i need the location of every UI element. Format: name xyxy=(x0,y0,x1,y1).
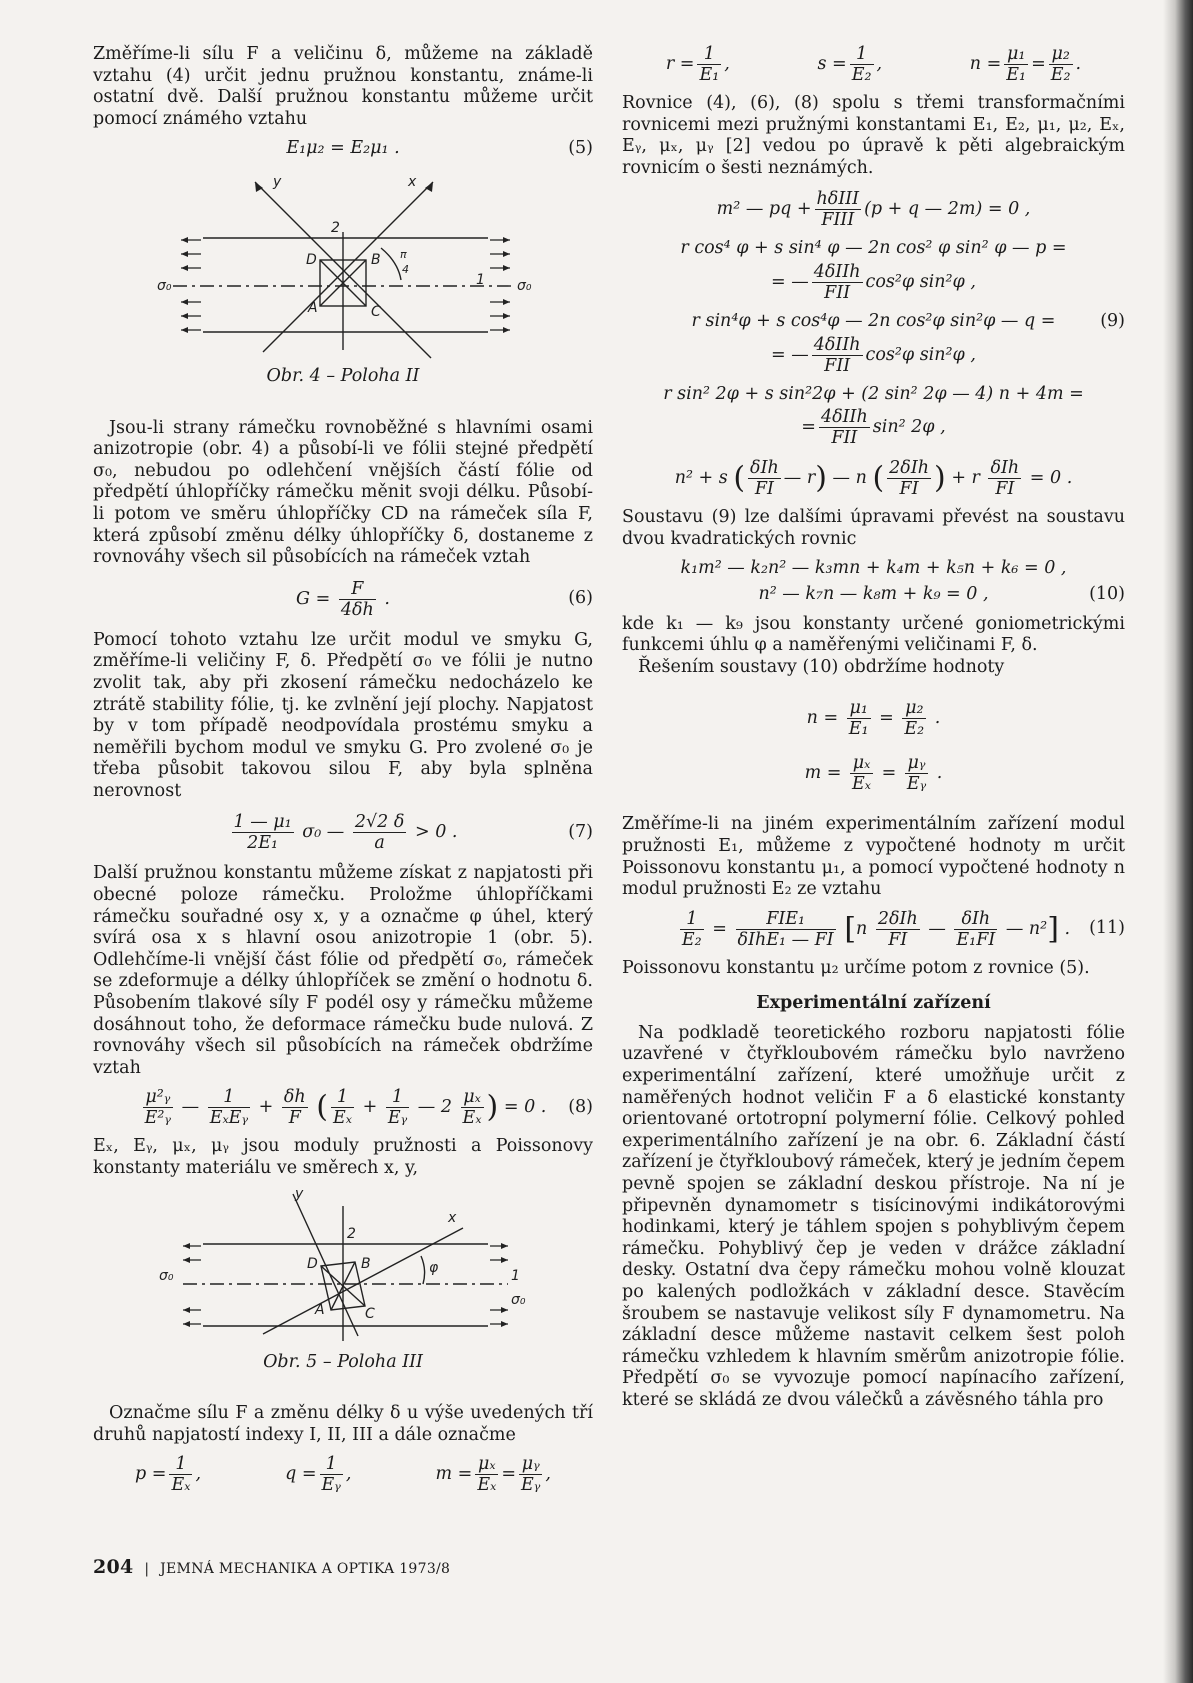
paragraph: Poissonovu konstantu μ₂ určíme potom z rovnice (5). xyxy=(622,957,1090,978)
fig4-angle-pi: π xyxy=(400,247,407,261)
equation-11: $\frac{1}{\text{E₂}}$ = $\frac{\text{FIE₁}}{\text{δIhE₁ — FI}}$ [n $\frac{\text{2δIh}}{FI}$ — $\frac{\text{δIh}}{\text{E₁FI}}$ — n²] . (11) xyxy=(681,908,1125,950)
fig5-label-A: A xyxy=(315,1301,325,1318)
paragraph: Soustavu (9) lze dalšími úpravami převést na soustavu dvou kvadratických rovnic xyxy=(622,507,1125,549)
page-footer: 204 | JEMNÁ MECHANIKA A OPTIKA 1973/8 xyxy=(93,1556,451,1578)
fig5-label-1: 1 xyxy=(511,1267,520,1284)
page-number: 204 xyxy=(93,1556,134,1578)
fig5-label-sigma-left: σ₀ xyxy=(159,1267,174,1284)
paragraph: Eₓ, Eᵧ, μₓ, μᵧ jsou moduly pružnosti a Poissonovy konstanty materiálu ve směrech x, y, xyxy=(93,1136,593,1178)
result-n: n = $\frac{\text{μ₁}}{\text{E₁}}$ = $\frac{\text{μ₂}}{\text{E₂}}$ . xyxy=(806,698,941,740)
section-heading: Experimentální zařízení xyxy=(756,993,991,1014)
paragraph: Pomocí tohoto vztahu lze určit modul ve smyku G, změříme-li veličiny F, δ. Předpětí σ₀ ve fólii je nutno zvolit tak, aby při zkosení rámečku nedocházelo ke ztrátě stability fólie, tj. ke zvlnění její plochy. Napjatost by v tom případě neodpovídala prostému smyku a neměřili bychom modul ve smyku G. Pro zvolené σ₀ je třeba působit takovou silou F, aby byla splněna nerovnost xyxy=(93,629,593,801)
figure-5-caption: Obr. 5 – Poloha III xyxy=(263,1351,423,1372)
figure-4-caption: Obr. 4 – Poloha II xyxy=(266,365,420,386)
figure-5-diagram xyxy=(143,1186,543,1346)
equation-10a: k₁m² — k₂n² — k₃mn + k₄m + k₅n + k₆ = 0 , xyxy=(680,558,1067,579)
fig5-label-y: y xyxy=(295,1185,304,1202)
equation-10b: n² — k₇n — k₈m + k₉ = 0 , (10) xyxy=(758,583,1125,604)
paragraph: Změříme-li na jiném experimentálním zařízení modul pružnosti E₁, můžeme z vypočtené hodnoty m určit Poissonovu konstantu μ₁, a pomocí vypočtené hodnoty n modul pružnosti E₂ ze vztahu xyxy=(622,814,1125,900)
paragraph: Další pružnou konstantu můžeme získat z napjatosti při obecné poloze rámečku. Proložme úhlopříčkami rámečku souřadné osy x, y a označme φ úhel, který svírá osa x s hlavní osou anizotropie 1 (obr. 5). Odlehčíme-li vnější část fólie od předpětí σ₀, rámeček se zdeformuje a délky úhlopříček se změní o hodnotu δ. Působením tlakové síly F podél osy y rámečku můžeme dosáhnout toho, že deformace rámečku bude nulová. Z rovnováhy všech sil působících na rámeček obdržíme vztah xyxy=(93,863,593,1078)
fig4-label-B: B xyxy=(371,251,381,268)
fig4-label-A: A xyxy=(308,299,318,316)
book-spine-shadow xyxy=(1163,0,1193,1683)
paragraph: Řešením soustavy (10) obdržíme hodnoty xyxy=(638,656,1005,677)
fig4-label-x: x xyxy=(408,173,417,190)
figure-4-diagram xyxy=(143,170,543,360)
equation-6: G = $\frac{F}{4\delta h}$ . (6) xyxy=(296,578,593,620)
fig4-label-y: y xyxy=(273,173,282,190)
fig5-label-x: x xyxy=(448,1209,457,1226)
fig5-label-2: 2 xyxy=(347,1225,356,1242)
equation-8: $\frac{\text{μ²ᵧ}}{\text{E²ᵧ}}$ — $\frac{1}{\text{EₓEᵧ}}$ + $\frac{\delta h}{F}$ ( $\frac{1}{\text{Eₓ}}$ + $\frac{1}{\text{Eᵧ}}$ — 2 $\frac{\text{μₓ}}{\text{Eₓ}}$ ) = 0 . (8) xyxy=(144,1087,593,1129)
right-column xyxy=(622,44,1125,1412)
paragraph: Rovnice (4), (6), (8) spolu s třemi transformačními rovnicemi mezi pružnými konstantami E₁, E₂, μ₁, μ₂, Eₓ, Eᵧ, μₓ, μᵧ [2] vedou po úpravě k pěti algebraickým rovnicím o šesti neznámých. xyxy=(622,93,1125,178)
definitions-rsn: r = $\frac{1}{\text{E₁}}$ , s = $\frac{1}{\text{E₂}}$ , n = $\frac{\text{μ₁}}{\text{E₁}}$ = $\frac{\text{μ₂}}{\text{E₂}}$ . xyxy=(665,44,1082,85)
equation-system-9: m² — pq + $\frac{\text{hδIII}}{\text{FIII}}$ (p + q — 2m) = 0 , r cos⁴ φ + s sin⁴ φ — 2n cos² φ sin² φ — p = = — $\frac{\text{4δIIh}}{\text{FII}}$ cos²φ sin²φ , r sin⁴φ + s cos⁴φ — 2n cos²φ sin²φ — q = (9) = — $\frac{\text{4δIIh}}{\text{FII}}$ cos²φ sin²φ , r sin² 2φ + s sin²2φ + (2 sin² 2φ — 4) n + 4m = = $\frac{\text{4δIIh}}{\text{FII}}$ sin² 2φ , n² + s ( $\frac{\text{δIh}}{FI}$ — r) — n ( $\frac{\text{2δIh}}{FI}$ ) + r $\frac{\text{δIh}}{FI}$ = 0 . xyxy=(663,189,1125,500)
paragraph: Jsou-li strany rámečku rovnoběžné s hlavními osami anizotropie (obr. 4) a působí-li ve fólii stejné předpětí σ₀, nebudou po odlehčení vnějších částí fólie od předpětí úhlopříčky rámečku měnit svoji délku. Působí-li potom ve směru úhlopříčky CD na rámeček síla F, která způsobí změnu délky úhlopříčky δ, dostaneme z rovnováhy všech sil působících na rámeček vztah xyxy=(93,417,593,568)
fig5-label-D: D xyxy=(307,1255,318,1272)
fig4-label-D: D xyxy=(306,251,317,268)
journal-name: JEMNÁ MECHANIKA A OPTIKA 1973/8 xyxy=(160,1561,451,1577)
paragraph: Na podkladě teoretického rozboru napjatosti fólie uzavřené v čtyřkloubovém rámečku bylo navrženo experimentální zařízení, které umožňuje určit z naměřených hodnot veličin F a δ elastické konstanty orientované ortotropní polymerní fólie. Celkový pohled experimentálního zařízení je na obr. 6. Základní částí zařízení je čtyřkloubový rámeček, který je jedním čepem pevně spojen se základní deskou přístroje. Na ní je připevněn dynamometr s tisícinovými indikátorovými hodinkami, který je táhlem spojen s pohyblivým čepem rámečku. Pohyblivý čep je veden v drážce základní desky. Ostatní dva čepy rámečku mohou volně klouzat po kalených podložkách v základní desce. Stavěcím šroubem se nastavuje velikost síly F dynamometru. Na základní desce můžeme nastavit celkem šest poloh rámečku vzhledem k hlavním směrům anizotropie fólie. Předpětí σ₀ se vyvozuje pomocí napínacího zařízení, které se skládá ze dvou válečků a závěsného táhla pro xyxy=(622,1022,1125,1410)
paragraph: kde k₁ — k₉ jsou konstanty určené goniometrickými funkcemi úhlu φ a naměřenými veličinami F, δ. xyxy=(622,613,1125,656)
fig4-angle-4: 4 xyxy=(402,262,409,276)
fig5-label-phi: φ xyxy=(429,1259,439,1276)
equation-7: $\frac{\text{1 — μ₁}}{\text{2E₁}}$ σ₀ — $\frac{2√2 \delta}{a}$ > 0 . (7) xyxy=(233,812,593,854)
result-m: m = $\frac{\text{μₓ}}{\text{Eₓ}}$ = $\frac{\text{μᵧ}}{\text{Eᵧ}}$ . xyxy=(804,753,943,795)
paragraph: Označme sílu F a změnu délky δ u výše uvedených tří druhů napjatostí indexy I, II, III a dále označme xyxy=(93,1403,593,1445)
fig5-label-C: C xyxy=(365,1305,375,1322)
left-column xyxy=(93,44,593,1503)
fig4-label-sigma-right: σ₀ xyxy=(517,277,532,294)
fig5-label-B: B xyxy=(361,1255,371,1272)
definitions-pqm: p = $\frac{1}{\text{Eₓ}}$ , q = $\frac{1}{\text{Eᵧ}}$ , m = $\frac{\text{μₓ}}{\text{Eₓ}}$ = $\frac{\text{μᵧ}}{\text{Eᵧ}}$ , xyxy=(135,1454,551,1496)
equation-5: E₁μ₂ = E₂μ₁ . (5) xyxy=(286,138,593,159)
fig4-label-1: 1 xyxy=(476,271,485,288)
fig4-label-C: C xyxy=(371,303,381,320)
fig4-label-2: 2 xyxy=(331,219,340,236)
paragraph: Změříme-li sílu F a veličinu δ, můžeme na základě vztahu (4) určit jednu pružnou konstantu, známe-li ostatní dvě. Další pružnou konstantu můžeme určit pomocí známého vztahu xyxy=(93,44,593,129)
fig5-label-sigma-right: σ₀ xyxy=(511,1291,526,1308)
fig4-label-sigma-left: σ₀ xyxy=(157,277,172,294)
